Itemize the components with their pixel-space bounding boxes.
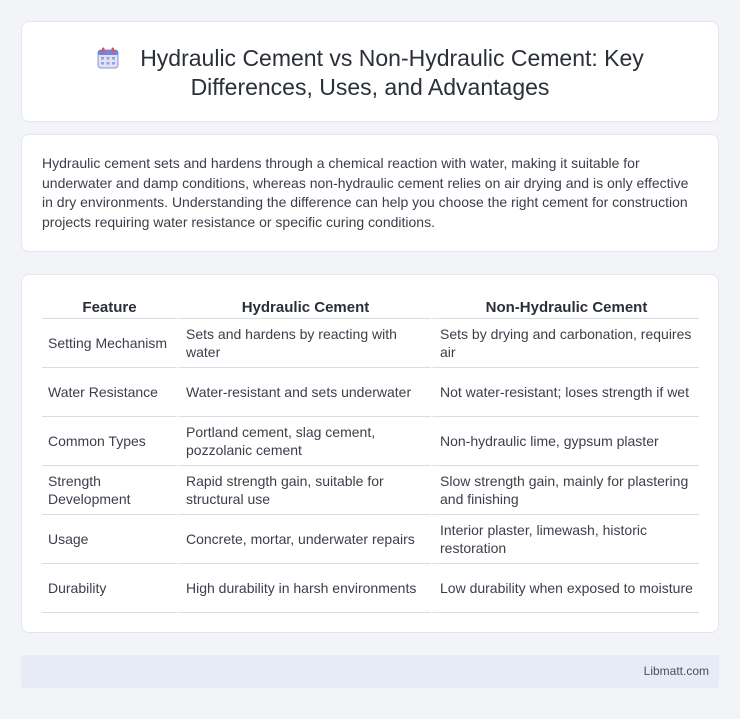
- feature-cell: Durability: [42, 564, 177, 613]
- table-row: [42, 466, 699, 515]
- feature-cell: Water Resistance: [42, 368, 177, 417]
- intro-card: [21, 134, 719, 252]
- feature-cell: Setting Mechanism: [42, 319, 177, 368]
- table-row: [42, 515, 699, 564]
- table-header-row: [42, 295, 699, 319]
- hydraulic-cell: Concrete, mortar, underwater repairs: [177, 515, 431, 564]
- title-card: [21, 21, 719, 122]
- comparison-table: [42, 295, 699, 613]
- page-title: Hydraulic Cement vs Non-Hydraulic Cement: Key Differences, Uses, and Advantages: [140, 45, 644, 100]
- calendar-icon: [96, 46, 120, 70]
- table-row: [42, 564, 699, 613]
- non-hydraulic-cell: Sets by drying and carbonation, requires air: [431, 319, 699, 368]
- table-row: [42, 319, 699, 368]
- non-hydraulic-cell: Slow strength gain, mainly for plastering and finishing: [431, 466, 699, 515]
- footer: [21, 655, 719, 688]
- non-hydraulic-cell: Low durability when exposed to moisture: [431, 564, 699, 613]
- header-feature: Feature: [42, 295, 177, 319]
- non-hydraulic-cell: Non-hydraulic lime, gypsum plaster: [431, 417, 699, 466]
- comparison-card: [21, 274, 719, 633]
- intro-paragraph: Hydraulic cement sets and hardens through a chemical reaction with water, making it suitable for underwater and damp conditions, whereas non-hydraulic cement relies on air drying and is only effective in dry environments. Understanding the difference can help you choose the right cement for construction projects requiring water resistance or specific curing conditions.: [42, 155, 689, 230]
- non-hydraulic-cell: Interior plaster, limewash, historic restoration: [431, 515, 699, 564]
- feature-cell: Common Types: [42, 417, 177, 466]
- hydraulic-cell: Water-resistant and sets underwater: [177, 368, 431, 417]
- hydraulic-cell: High durability in harsh environments: [177, 564, 431, 613]
- table-row: [42, 417, 699, 466]
- feature-cell: Usage: [42, 515, 177, 564]
- hydraulic-cell: Sets and hardens by reacting with water: [177, 319, 431, 368]
- page-title-wrap: [22, 44, 718, 102]
- header-hydraulic: Hydraulic Cement: [177, 295, 431, 319]
- non-hydraulic-cell: Not water-resistant; loses strength if wet: [431, 368, 699, 417]
- hydraulic-cell: Rapid strength gain, suitable for structural use: [177, 466, 431, 515]
- table-row: [42, 368, 699, 417]
- footer-brand: Libmatt.com: [643, 664, 709, 678]
- hydraulic-cell: Portland cement, slag cement, pozzolanic cement: [177, 417, 431, 466]
- header-non-hydraulic: Non-Hydraulic Cement: [431, 295, 699, 319]
- feature-cell: Strength Development: [42, 466, 177, 515]
